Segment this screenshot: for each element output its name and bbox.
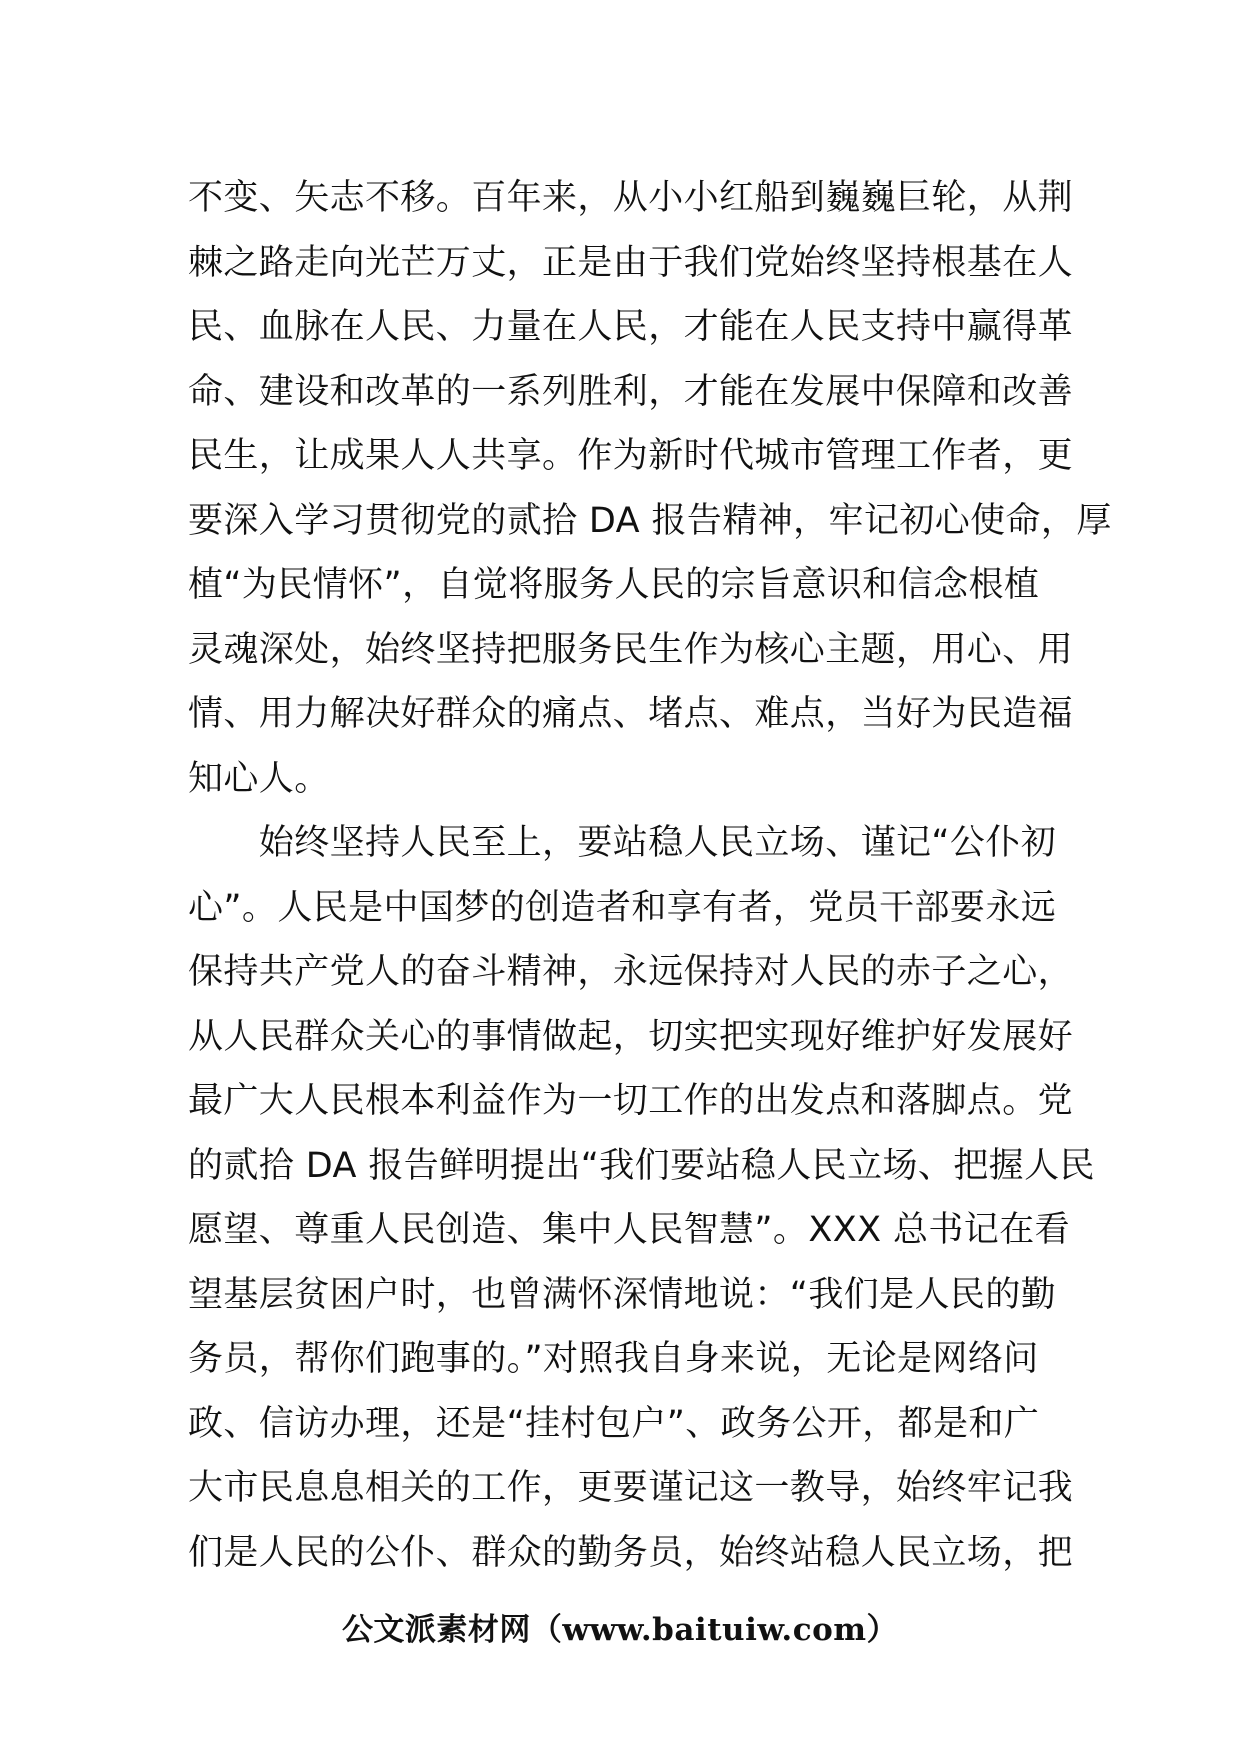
text-line: 务员，帮你们跑事的。”对照我自身来说，无论是网络问 [188, 1339, 1039, 1379]
text-line: 灵魂深处，始终坚持把服务民生作为核心主题，用心、用 [188, 629, 1074, 670]
text-line: 望基层贫困户时，也曾满怀深情地说：“我们是人民的勤 [188, 1274, 1057, 1315]
text-line: 命、建设和改革的一系列胜利，才能在发展中保障和改善 [188, 371, 1074, 412]
text-line: 从人民群众关心的事情做起，切实把实现好维护好发展好 [188, 1016, 1074, 1057]
text-line: 始终坚持人民至上，要站稳人民立场、谨记“公仆初 [188, 823, 1057, 863]
text-line: 大市民息息相关的工作，更要谨记这一教导，始终牢记我 [188, 1468, 1074, 1508]
text-line: 们是人民的公仆、群众的勤务员，始终站稳人民立场，把 [188, 1532, 1074, 1573]
text-line: 棘之路走向光芒万丈，正是由于我们党始终坚持根基在人 [188, 242, 1074, 283]
text-line: 植“为民情怀”，自觉将服务人民的宗旨意识和信念根植 [188, 565, 1040, 605]
text-line: 政、信访办理，还是“挂村包户”、政务公开，都是和广 [188, 1403, 1040, 1444]
text-line: 情、用力解决好群众的痛点、堵点、难点，当好为民造福 [188, 694, 1074, 734]
text-line: 保持共产党人的奋斗精神，永远保持对人民的赤子之心， [188, 952, 1074, 992]
text-line: 不变、矢志不移。百年来，从小小红船到巍巍巨轮，从荆 [188, 178, 1074, 218]
text-line: 知心人。 [188, 758, 330, 799]
footer-source: 公文派素材网（www.baituiw.com） [341, 1612, 899, 1648]
body-text [188, 166, 1112, 1585]
text-line: 民生，让成果人人共享。作为新时代城市管理工作者，更 [188, 436, 1074, 476]
text-line: 心”。人民是中国梦的创造者和享有者，党员干部要永远 [188, 887, 1057, 928]
text-line: 要深入学习贯彻党的贰拾 DA 报告精神，牢记初心使命，厚 [188, 500, 1112, 541]
text-line: 民、血脉在人民、力量在人民，才能在人民支持中赢得革 [188, 307, 1074, 347]
text-line: 愿望、尊重人民创造、集中人民智慧”。XXX 总书记在看 [188, 1210, 1070, 1250]
text-line: 的贰拾 DA 报告鲜明提出“我们要站稳人民立场、把握人民 [188, 1145, 1095, 1186]
text-line: 最广大人民根本利益作为一切工作的出发点和落脚点。党 [188, 1081, 1074, 1121]
